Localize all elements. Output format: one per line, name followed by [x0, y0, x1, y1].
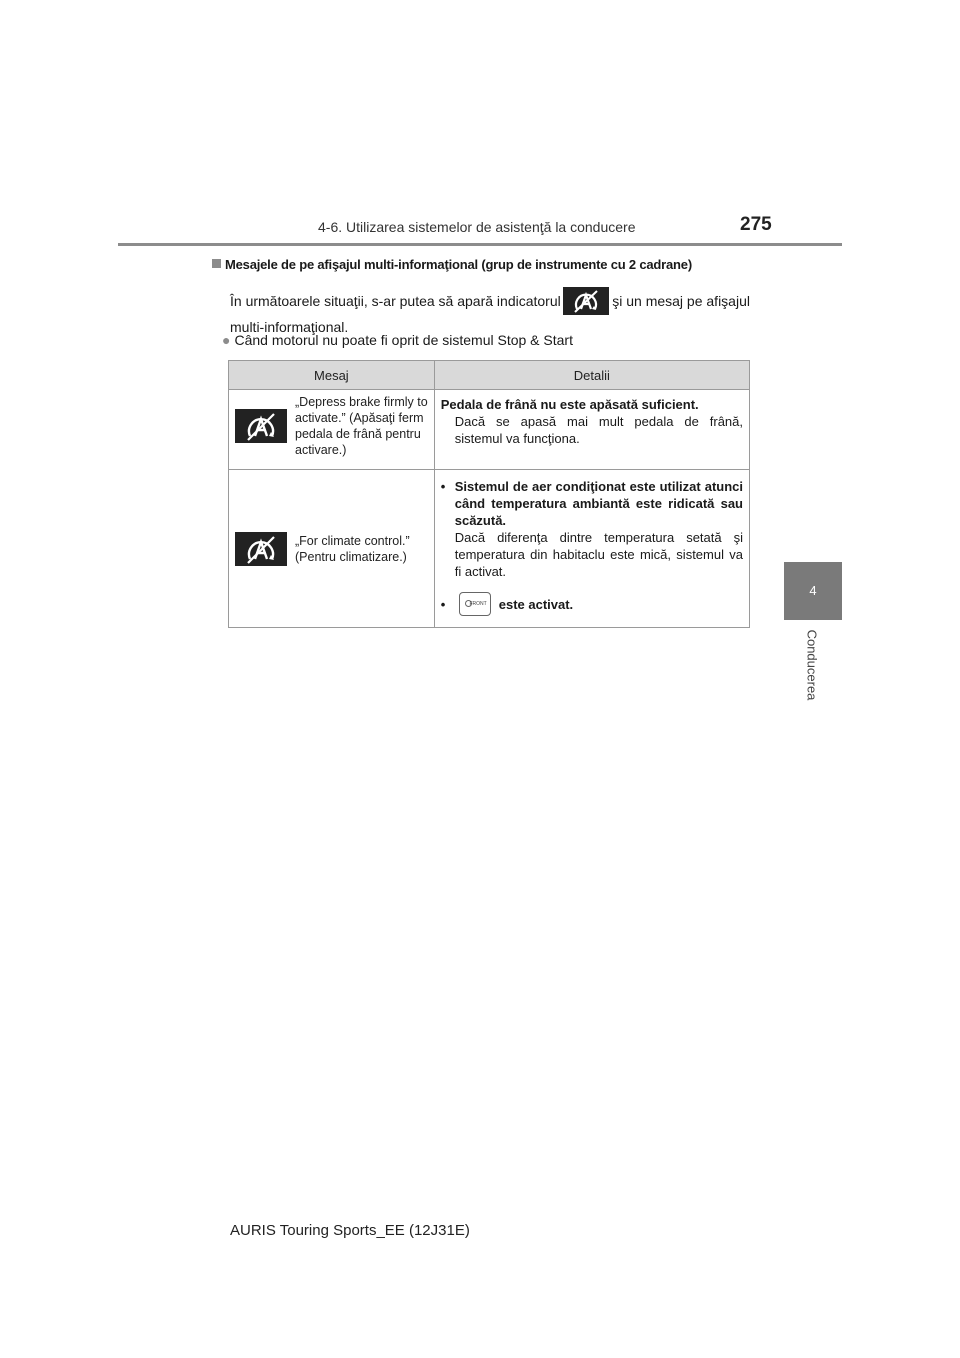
- section-heading: [212, 257, 692, 272]
- detail-text: Dacă se apasă mai mult pedala de frână, sistemul va funcţiona.: [454, 414, 743, 446]
- intro-line: [230, 287, 750, 315]
- intro-text-part1: În următoarele situaţii, s-ar putea să apară indicatorul: [230, 293, 561, 309]
- intro-text-part3: multi-informaţional.: [230, 319, 349, 335]
- message-cell-content: [229, 528, 434, 570]
- stop-start-indicator-icon: [235, 409, 287, 443]
- chapter-tab: 4: [784, 562, 842, 620]
- detail-bullet-title: Sistemul de aer condiţionat este utilizat atunci când temperatura ambiantă este ridicată sau scăzută.: [454, 479, 743, 528]
- detail-cell: [434, 390, 749, 470]
- bullet-mark: •: [440, 596, 446, 612]
- header-title: 4-6. Utilizarea sistemelor de asistenţă la conducere: [318, 219, 636, 235]
- section-heading-text: Mesajele de pe afişajul multi-informaţional (grup de instrumente cu 2 cadrane): [225, 257, 692, 272]
- message-cell-content: [229, 390, 434, 462]
- column-header-details: Detalii: [434, 361, 749, 390]
- intro-text-part2: şi un mesaj pe afişajul: [612, 293, 750, 309]
- front-defroster-button-icon: [459, 592, 491, 616]
- message-cell: [229, 470, 435, 628]
- footer-model-code: AURIS Touring Sports_EE (12J31E): [230, 1222, 470, 1239]
- condition-text: Când motorul nu poate fi oprit de sistemul Stop & Start: [234, 332, 573, 348]
- message-cell: [229, 390, 435, 470]
- detail-title: Pedala de frână nu este apăsată suficient.: [440, 397, 699, 412]
- button-label: FRONT: [469, 601, 487, 607]
- header-rule: [118, 243, 842, 246]
- message-table: [228, 360, 750, 628]
- detail-cell: [434, 470, 749, 628]
- bullet-dot-icon: ●: [222, 332, 231, 348]
- detail-content: [435, 470, 749, 622]
- message-text: „For climate control.” (Pentru climatizare.): [295, 533, 410, 564]
- condition-bullet: [222, 332, 573, 348]
- message-text: „Depress brake firmly to activate.” (Apăsaţi ferm pedala de frână pentru activare.): [295, 395, 428, 457]
- page-number: 275: [740, 214, 772, 235]
- detail-bullet-text: Dacă diferenţa dintre temperatura setată şi temperatura din habitaclu este mică, sistemul va fi activat.: [454, 530, 743, 579]
- table-header-row: [229, 361, 750, 390]
- detail-bullet-text: este activat.: [498, 596, 574, 612]
- chapter-label: Conducerea: [804, 629, 820, 701]
- stop-start-indicator-icon: [563, 287, 609, 315]
- column-header-message: Mesaj: [229, 361, 435, 390]
- detail-bullet: [441, 478, 743, 580]
- table-row: [229, 470, 750, 628]
- detail-bullet: [441, 592, 743, 616]
- bullet-mark: •: [440, 479, 446, 494]
- stop-start-indicator-icon: [235, 532, 287, 566]
- detail-content: [435, 390, 749, 453]
- heading-square-icon: [212, 259, 221, 268]
- table-row: [229, 390, 750, 470]
